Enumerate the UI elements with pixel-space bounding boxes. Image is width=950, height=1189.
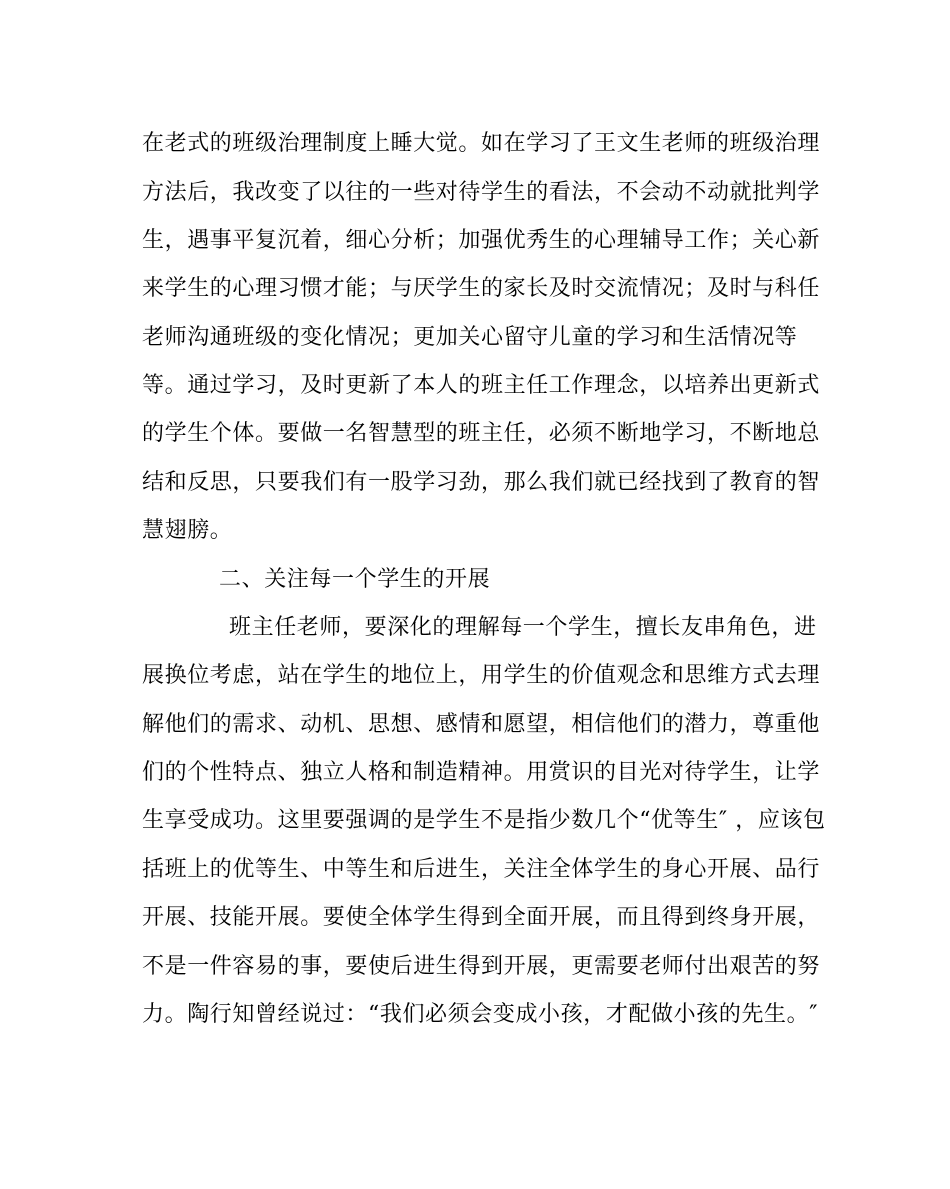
text-line: 来学生的心理习惯才能；与厌学生的家长及时交流情况；及时与科任	[142, 276, 821, 301]
text-line: 方法后，我改变了以往的一些对待学生的看法，不会动不动就批判学	[142, 180, 821, 205]
text-line: 力。陶行知曾经说过：“我们必须会变成小孩，才配做小孩的先生。″	[142, 1002, 819, 1027]
text-line: 在老式的班级治理制度上睡大觉。如在学习了王文生老师的班级治理	[142, 131, 821, 156]
text-line: 生享受成功。这里要强调的是学生不是指少数几个“优等生″ ，应该包	[142, 808, 826, 833]
text-line: 结和反思，只要我们有一股学习劲，那么我们就已经找到了教育的智	[142, 470, 821, 495]
text-line: 们的个性特点、独立人格和制造精神。用赏识的目光对待学生，让学	[142, 760, 821, 785]
text-line: 括班上的优等生、中等生和后进生，关注全体学生的身心开展、品行	[142, 857, 821, 882]
text-line: 的学生个体。要做一名智慧型的班主任，必须不断地学习，不断地总	[142, 421, 821, 446]
text-line: 等。通过学习，及时更新了本人的班主任工作理念，以培养出更新式	[142, 373, 821, 398]
text-line: 老师沟通班级的变化情况；更加关心留守儿童的学习和生活情况等	[142, 325, 798, 350]
text-line: 开展、技能开展。要使全体学生得到全面开展，而且得到终身开展，	[142, 905, 821, 930]
text-line: 慧翅膀。	[142, 518, 233, 543]
text-line: 不是一件容易的事，要使后进生得到开展，更需要老师付出艰苦的努	[142, 954, 821, 979]
text-line: 解他们的需求、动机、思想、感情和愿望，相信他们的潜力，尊重他	[142, 712, 821, 737]
text-line: 班主任老师，要深化的理解每一个学生，擅长友串角色，进	[229, 615, 817, 640]
section-heading: 二、关注每一个学生的开展	[219, 567, 491, 592]
text-line: 生，遇事平复沉着，细心分析；加强优秀生的心理辅导工作；关心新	[142, 228, 821, 253]
text-line: 展换位考虑，站在学生的地位上，用学生的价值观念和思维方式去理	[142, 663, 821, 688]
